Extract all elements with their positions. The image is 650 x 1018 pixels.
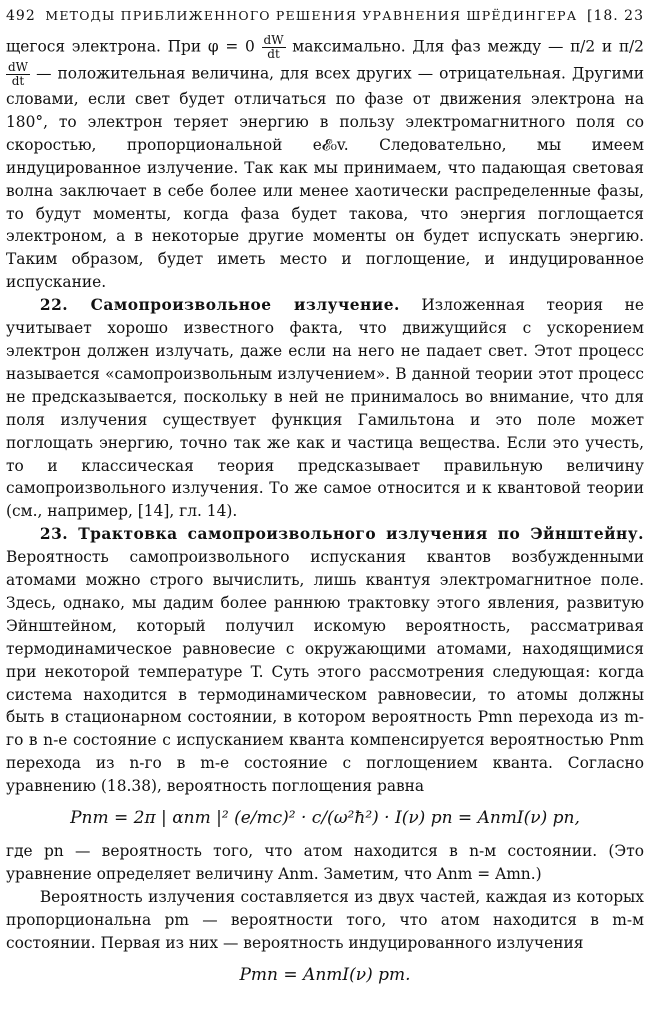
page-header <box>6 8 644 24</box>
fraction-denominator: dt <box>11 74 25 88</box>
equation-text: Pnm = 2π | αnm |² (e/mc)² · c/(ω²ħ²) · I(ν) pn = AnmI(ν) pn, <box>70 808 580 829</box>
section-23-heading: 23. Трактовка самопроизвольного излучения по Эйнштейну. <box>39 525 644 544</box>
section-22-text: Изложенная теория не учитывает хорошо известного факта, что движущийся с ускорением электрон должен излучать, даже если на него не падает свет. Этот процесс называется «самопроизвольным излучением». В данной теории этот процесс не предсказывается, поскольку в ней не принималось во внимание, что для поля излучения существует функция Гамильтона и это поле может поглощать энергию, точно так же как и частица вещества. Если это учесть, то и классическая теория предсказывает правильную величину самопроизвольного излучения. То же самое относится и к квантовой теории (см., например, [14], гл. 14). <box>6 296 644 521</box>
fraction-dw-dt-2 <box>6 61 30 88</box>
fraction-numerator: dW <box>263 33 284 47</box>
paragraph-after-equation: где pn — вероятность того, что атом находится в n-м состоянии. (Это уравнение определяет величину Anm. Заметим, что Anm = Amn.) <box>6 842 644 883</box>
section-22-heading: 22. Самопроизвольное излучение. <box>39 296 400 315</box>
equation-induced-emission <box>6 957 644 993</box>
section-23-paragraph <box>6 523 644 798</box>
fraction-denominator: dt <box>267 47 280 61</box>
fraction-numerator: dW <box>8 60 29 74</box>
fraction-dw-dt <box>262 34 286 61</box>
text-fragment: — положительная величина, для всех других — отрицательная. Другими словами, если свет будет отличаться по фазе от движения электрона на 180°, то электрон теряет энергию в пользу электромагнитного поля со скоростью, пропорциональной e𝓔₀v. Следовательно, мы имеем индуцированное излучение. Так как мы принимаем, что падающая световая волна заключает в себе более или менее хаотически распределенные фазы, то будут моменты, когда фаза будет такова, что энергия поглощается электроном, а в некоторые другие моменты он будет испускать энергию. Таким образом, будет иметь место и поглощение, и индуцированное испускание. <box>6 64 644 292</box>
equation-absorption-probability <box>6 800 644 836</box>
section-23-text: Вероятность самопроизвольного испускания квантов возбужденными атомами можно строго вычислить, лишь квантуя электромагнитное поле. Здесь, однако, мы дадим более раннюю трактовку этого явления, развитую Эйнштейном, который получил искомую вероятность, рассматривая термодинамическое равновесие с окружающими атомами, находящимися при некоторой температуре T. Суть этого рассмотрения следующая: когда система находится в термодинамическом равновесии, то атомы должны быть в стационарном состоянии, в котором вероятность Pmn перехода из m-го в n-е состояние с испусканием кванта компенсируется вероятностью Pnm перехода из n-го в m-е состояние с поглощением кванта. Согласно уравнению (18.38), вероятность поглощения равна <box>6 548 644 796</box>
text-fragment: максимально. Для фаз между <box>292 37 542 56</box>
text-fragment: щегося электрона. При φ = 0 <box>6 37 255 56</box>
text-fragment: — π/2 и π/2 <box>547 37 644 56</box>
body-text <box>6 34 644 993</box>
page-number: 492 <box>6 8 36 24</box>
paragraph-emission-probability: Вероятность излучения составляется из двух частей, каждая из которых пропорциональна pm — вероятности того, что атом находится в m-м состоянии. Первая из них — вероятность индуцированного излучения <box>6 887 644 952</box>
section-22-paragraph <box>6 294 644 523</box>
section-reference: [18. 23 <box>586 8 644 24</box>
paragraph-continued <box>6 34 644 294</box>
running-title: МЕТОДЫ ПРИБЛИЖЕННОГО РЕШЕНИЯ УРАВНЕНИЯ ШРЁДИНГЕРА <box>45 8 578 23</box>
equation-text: Pmn = AnmI(ν) pm. <box>239 964 411 985</box>
